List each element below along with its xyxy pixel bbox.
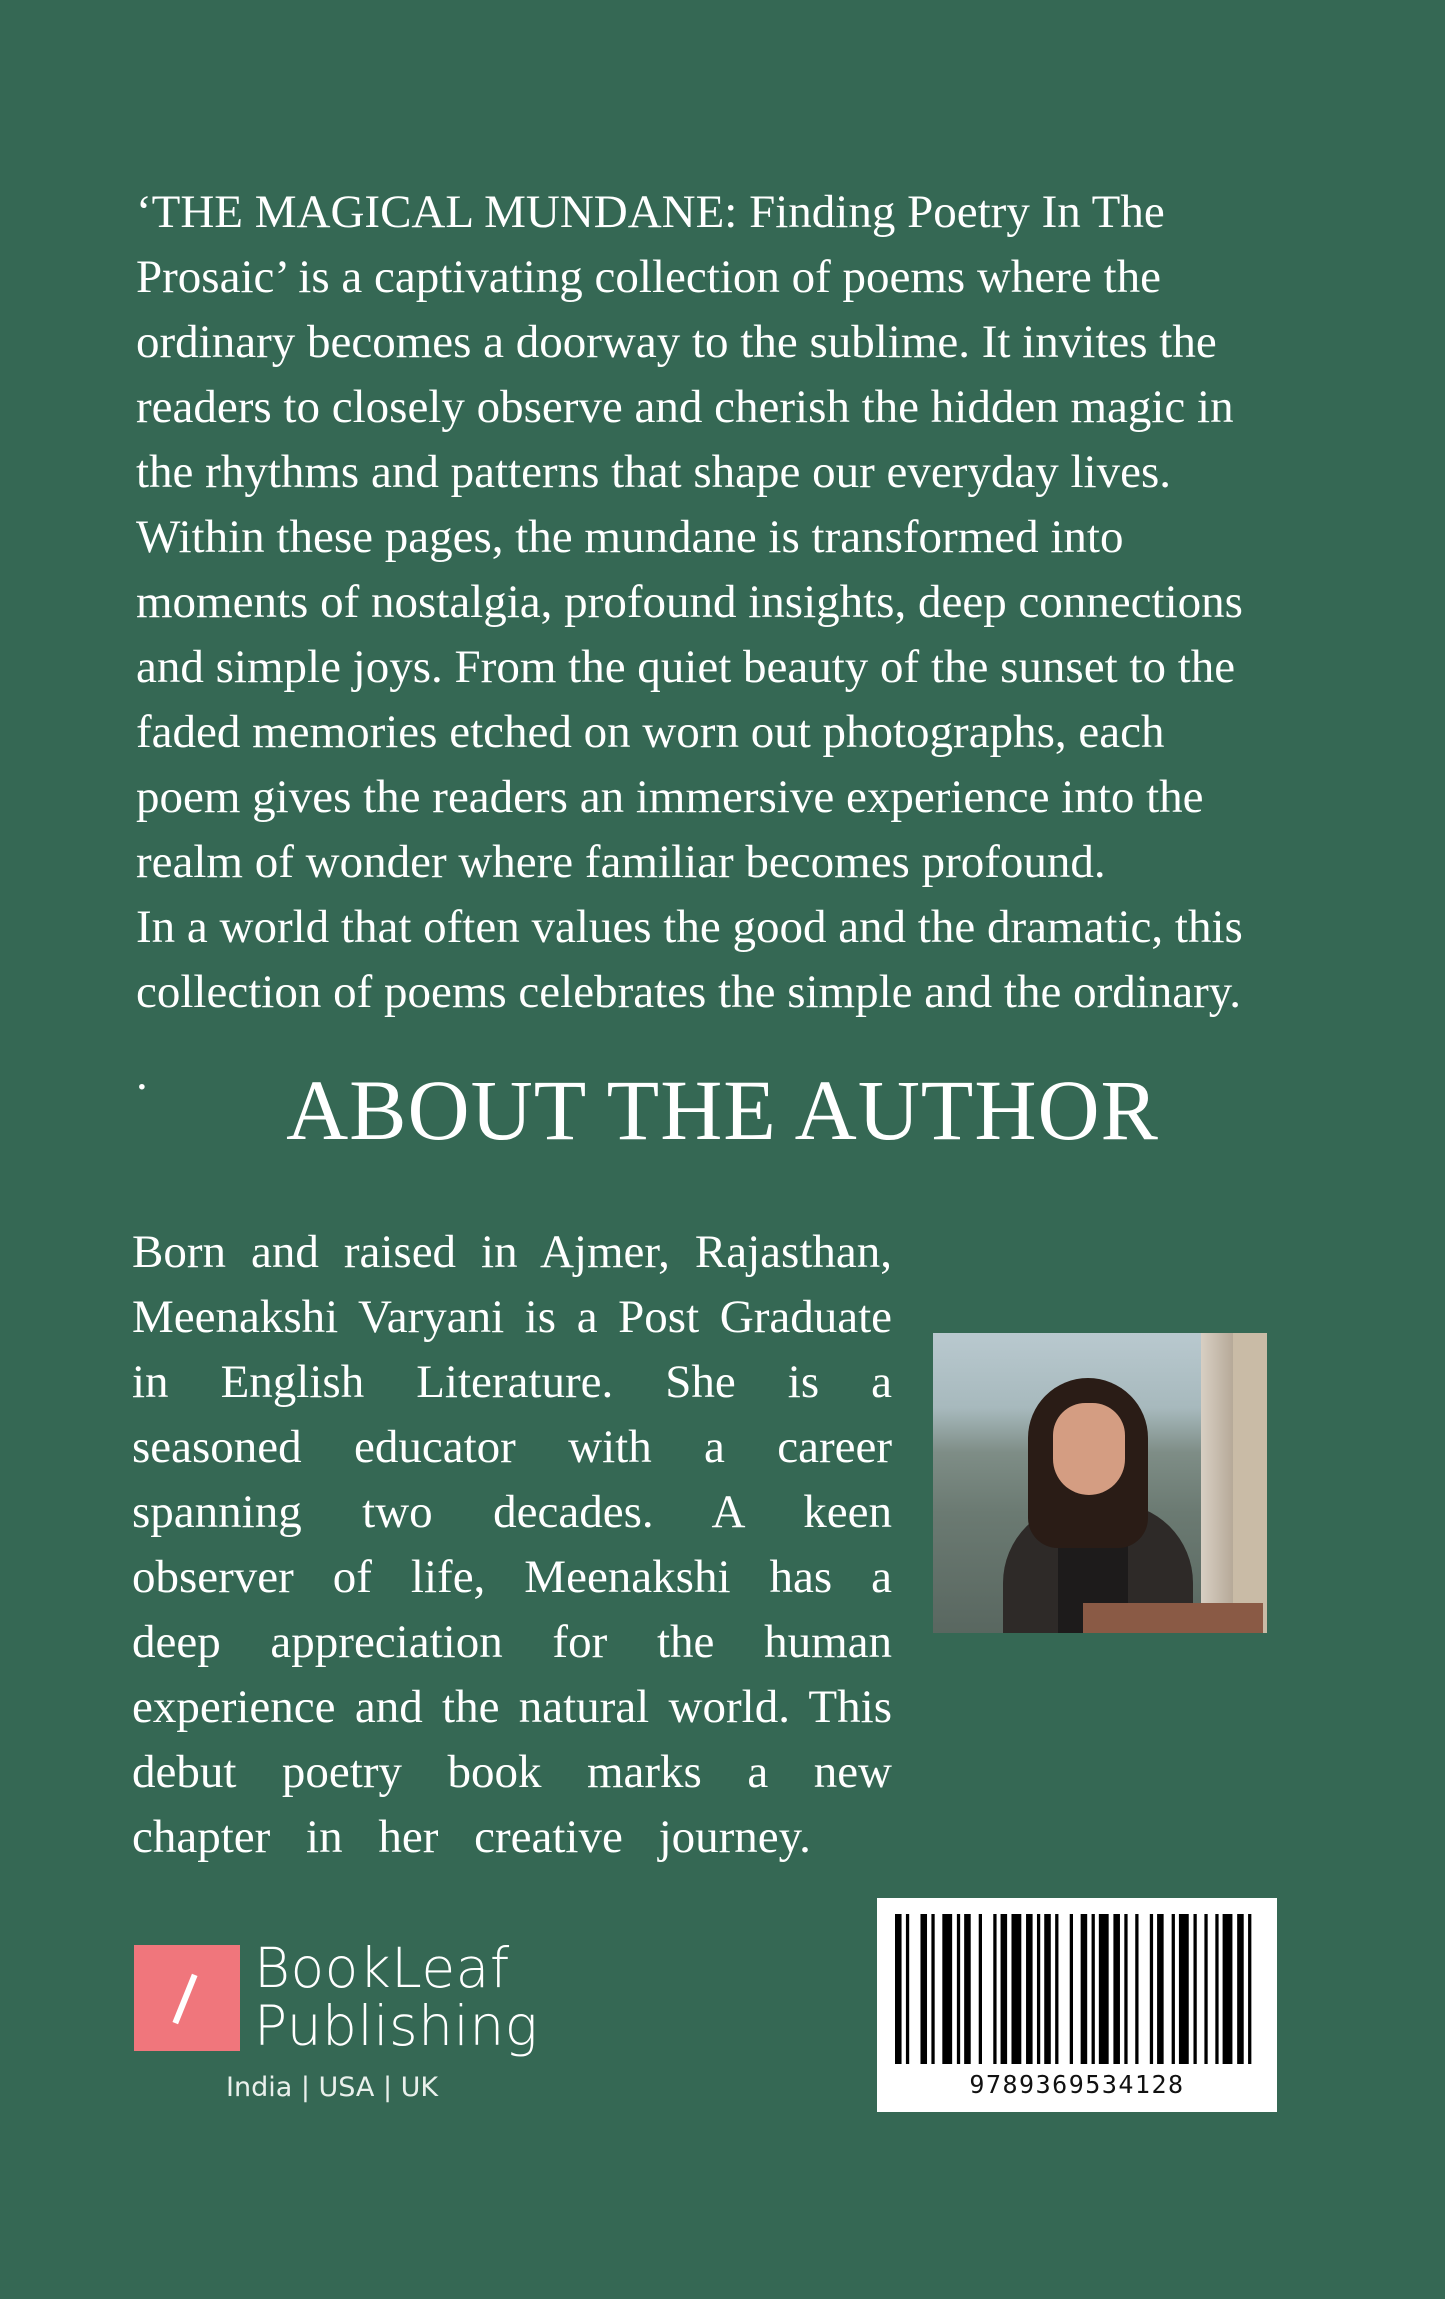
author-photo	[933, 1333, 1267, 1633]
barcode-bar	[1044, 1914, 1051, 2064]
blurb-line: In a world that often values the good and the dramatic, this	[136, 901, 1243, 953]
publisher-name	[254, 1936, 539, 2058]
publisher-tagline: India | USA | UK	[226, 2072, 439, 2103]
slash-icon	[134, 1945, 240, 2051]
barcode-bar	[1193, 1914, 1196, 2064]
barcode-bar	[1081, 1914, 1088, 2064]
blurb-line: poem gives the readers an immersive experience into the	[136, 771, 1204, 823]
table-edge	[1083, 1603, 1263, 1633]
barcode-bar	[1011, 1914, 1021, 2064]
barcode-bar	[1223, 1914, 1233, 2064]
barcode-bar	[1092, 1914, 1095, 2064]
trailing-dot: .	[136, 1048, 148, 1100]
slash-stroke	[172, 1974, 197, 2024]
blurb-line: Prosaic’ is a captivating collection of poems where the	[136, 251, 1161, 303]
barcode-bar	[1099, 1914, 1109, 2064]
publisher-name-line2: Publishing	[254, 1994, 539, 2058]
barcode-bar	[1215, 1914, 1218, 2064]
barcode-bar	[942, 1914, 952, 2064]
barcode-bar	[1150, 1914, 1153, 2064]
barcode-bar	[1113, 1914, 1120, 2064]
barcode-bar	[1055, 1914, 1058, 2064]
bio-line: deep appreciation for the human	[132, 1616, 892, 1668]
barcode-bar	[1037, 1914, 1040, 2064]
bio-line: chapter in her creative journey.	[132, 1811, 811, 1863]
barcode-bar	[1070, 1914, 1073, 2064]
barcode-bar	[906, 1914, 909, 2064]
isbn-number: 9789369534128	[969, 2070, 1185, 2099]
blurb-line: the rhythms and patterns that shape our everyday lives.	[136, 446, 1172, 498]
blurb-line: collection of poems celebrates the simple and the ordinary.	[136, 966, 1241, 1018]
barcode-bar	[895, 1914, 902, 2064]
bio-line: in English Literature. She is a	[132, 1356, 892, 1408]
bio-line: debut poetry book marks a new	[132, 1746, 892, 1798]
bio-line: Meenakshi Varyani is a Post Graduate	[132, 1291, 892, 1343]
barcode-bar	[1248, 1914, 1251, 2064]
blurb-line: and simple joys. From the quiet beauty of the sunset to the	[136, 641, 1236, 693]
barcode-bar	[1172, 1914, 1175, 2064]
barcode-bar	[993, 1914, 996, 2064]
book-blurb	[136, 180, 1316, 1100]
bio-line: observer of life, Meenakshi has a	[132, 1551, 892, 1603]
blurb-line: realm of wonder where familiar becomes profound.	[136, 836, 1106, 888]
barcode-bar	[1237, 1914, 1244, 2064]
bio-line: spanning two decades. A keen	[132, 1486, 892, 1538]
blurb-line: faded memories etched on worn out photographs, each	[136, 706, 1165, 758]
barcode-bar	[979, 1914, 982, 2064]
barcode-bar	[1124, 1914, 1127, 2064]
bio-line: Born and raised in Ajmer, Rajasthan,	[132, 1226, 892, 1278]
barcode-bar	[931, 1914, 934, 2064]
barcode-bar	[1135, 1914, 1138, 2064]
barcode-bar	[1001, 1914, 1008, 2064]
barcode-bar	[964, 1914, 971, 2064]
blurb-line: ‘THE MAGICAL MUNDANE: Finding Poetry In The	[136, 186, 1165, 238]
barcode-bar	[1026, 1914, 1033, 2064]
publisher-name-line1: BookLeaf	[254, 1936, 510, 2000]
barcode-bar	[1157, 1914, 1164, 2064]
blurb-line: moments of nostalgia, profound insights, deep connections	[136, 576, 1243, 628]
author-face	[1053, 1403, 1125, 1495]
barcode-bars	[895, 1914, 1259, 2064]
barcode-bar	[1179, 1914, 1189, 2064]
curtain	[1233, 1333, 1267, 1633]
bio-line: seasoned educator with a career	[132, 1421, 892, 1473]
author-bio	[132, 1220, 892, 1870]
about-the-author-heading: ABOUT THE AUTHOR	[286, 1062, 1159, 1158]
blurb-line: ordinary becomes a doorway to the sublime. It invites the	[136, 316, 1217, 368]
blurb-line: Within these pages, the mundane is transformed into	[136, 511, 1124, 563]
bio-line: experience and the natural world. This	[132, 1681, 892, 1733]
barcode-bar	[920, 1914, 927, 2064]
blurb-line: readers to closely observe and cherish the hidden magic in	[136, 381, 1234, 433]
barcode-bar	[1204, 1914, 1207, 2064]
barcode-bar	[957, 1914, 960, 2064]
isbn-barcode	[877, 1898, 1277, 2112]
